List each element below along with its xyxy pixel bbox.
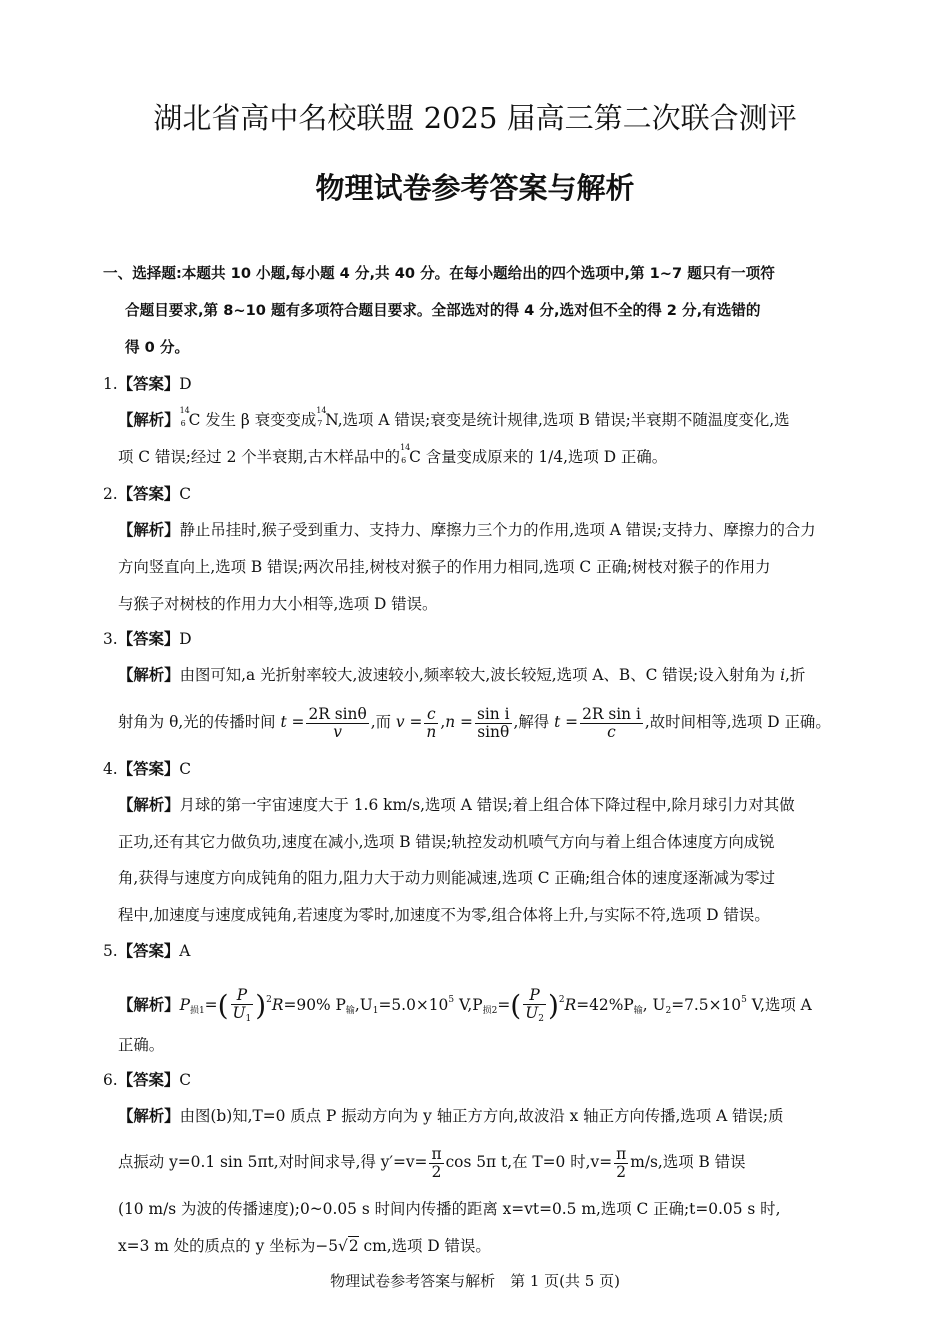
fraction-n: $\frac{\text{sin i}}{\sin\theta}$ [476,704,510,741]
answer-label: 【答案】 [117,1071,180,1089]
answer-label: 【答案】 [117,760,180,778]
fraction-pi-over-2: $\frac{\pi}{2}$ [431,1144,442,1181]
analysis-label: 【解析】 [118,411,180,429]
isotope-n14: 14 7 [316,406,327,428]
question-number: 4. [103,760,118,778]
answer-label: 【答案】 [117,630,180,648]
answer-label: 【答案】 [117,375,180,393]
analysis-line: (10 m/s 为波的传播速度);0~0.05 s 时间内传播的距离 x=vt=0.5 m,选项 C 正确;t=0.05 s 时, [118,1200,781,1218]
analysis-line: 【解析】由图(b)知,T=0 质点 P 振动方向为 y 轴正方方向,故波沿 x 轴正方向传播,选项 A 错误;质 [118,1107,784,1125]
answer-value: C [179,1071,192,1089]
answer-line [103,1070,191,1090]
analysis-line: 角,获得与速度方向成钝角的阻力,阻力大于动力则能减速,选项 C 正确;组合体的速度逐渐减为零过 [118,869,776,887]
analysis-label: 【解析】 [118,521,180,539]
analysis-line: 【解析】$P_{损1}=$( $\frac{P}{U_1}$ )$^2$R=90% $P_输,U_1=5.0\times 10^5$ $V,P_{损2}=$( $\frac{P}{U_2}$ )$^2R=42\%P_输$, $U_2=7.5\times 10^5$ V,选项 A [118,986,812,1025]
answer-label: 【答案】 [117,485,180,503]
analysis-line: 【解析】静止吊挂时,猴子受到重力、支持力、摩擦力三个力的作用,选项 A 错误;支持力、摩擦力的合力 [118,521,816,539]
answer-label: 【答案】 [117,942,180,960]
fraction-v: $\frac{c}{n}$ [426,704,437,741]
analysis-line: 方向竖直向上,选项 B 错误;两次吊挂,树枝对猴子的作用力相同,选项 C 正确;树枝对猴子的作用力 [118,558,771,576]
analysis-line: 正功,还有其它力做负功,速度在减小,选项 B 错误;轨控发动机喷气方向与着上组合体速度方向成锐 [118,833,775,851]
document-title: 湖北省高中名校联盟 2025 届高三第二次联合测评 [153,101,797,135]
section-line-2: 合题目要求,第 8~10 题有多项符合题目要求。全部选对的得 4 分,选对但不全的得 2 分,有选错的 [125,302,761,319]
question-number: 1. [103,375,118,393]
analysis-line: x=3 m 处的质点的 y 坐标为−5√2 cm,选项 D 错误。 [118,1237,491,1255]
isotope-c14: 14 6 [400,443,411,465]
answer-line [103,759,191,779]
fraction-p-u2: $\frac{P}{U_2}$ [525,986,544,1025]
question-number: 5. [103,942,118,960]
page-footer: 物理试卷参考答案与解析 第 1 页(共 5 页) [330,1272,620,1290]
sqrt-symbol: √ [338,1237,348,1255]
fraction-p-u1: $\frac{P}{U_1}$ [232,986,252,1025]
answer-line [103,941,190,961]
fraction-t1: $\frac{\text{2R sinθ}}{v}$ [308,704,367,741]
analysis-line: 与猴子对树枝的作用力大小相等,选项 D 错误。 [118,595,438,613]
analysis-line: 【解析】月球的第一宇宙速度大于 1.6 km/s,选项 A 错误;着上组合体下降过程中,除月球引力对其做 [118,796,795,814]
analysis-line: 射角为 θ,光的传播时间 t = $\frac{\text{2R sinθ}}{v}$ ,而 v = $\frac{c}{n}$ ,n = $\frac{\text{sin i}}{\sin\theta}$ ,解得 t = $\frac{\text{2R sin i}}{c}$ ,故时间相等,选项 D 正确。 [118,704,831,741]
analysis-line: 程中,加速度与速度成钝角,若速度为零时,加速度不为零,组合体将上升,与实际不符,选项 D 错误。 [118,906,770,924]
analysis-label: 【解析】 [118,796,180,814]
answer-line [103,484,191,504]
section-line-1: 一、选择题:本题共 10 小题,每小题 4 分,共 40 分。在每小题给出的四个选项中,第 1~7 题只有一项符 [103,265,775,282]
analysis-line: 【解析】由图可知,a 光折射率较大,波速较小,频率较大,波长较短,选项 A、B、C 错误;设入射角为 i,折 [118,666,806,684]
answer-line [103,629,192,649]
analysis-line: 点振动 y=0.1 sin 5πt,对时间求导,得 y′=v= $\frac{\pi}{2}$ cos 5π t,在 T=0 时,v= $\frac{\pi}{2}$ m/s,选项 B 错误 [118,1144,746,1181]
answer-value: C [179,485,192,503]
document-subtitle: 物理试卷参考答案与解析 [315,171,635,205]
fraction-pi-over-2: $\frac{\pi}{2}$ [616,1144,627,1181]
answer-value: C [179,760,192,778]
answer-value: D [179,630,192,648]
answer-value: A [179,942,191,960]
fraction-t2: $\frac{\text{2R sin i}}{c}$ [582,704,641,741]
isotope-c14: 14 6 [179,406,190,428]
analysis-line: 【解析】 14 6 C 发生 β 衰变变成 14 7 N,选项 A 错误;衰变是统计规律,选项 B 错误;半衰期不随温度变化,选 [118,406,790,429]
analysis-label: 【解析】 [118,996,180,1014]
analysis-label: 【解析】 [118,1107,180,1125]
answer-value: D [179,375,192,393]
analysis-label: 【解析】 [118,666,180,684]
question-number: 6. [103,1071,118,1089]
section-line-3: 得 0 分。 [125,339,190,356]
analysis-line: 正确。 [118,1036,165,1054]
question-number: 2. [103,485,118,503]
answer-line [103,374,192,394]
question-number: 3. [103,630,118,648]
analysis-line: 项 C 错误;经过 2 个半衰期,古木样品中的 14 6 C 含量变成原来的 1/4,选项 D 正确。 [118,443,668,466]
